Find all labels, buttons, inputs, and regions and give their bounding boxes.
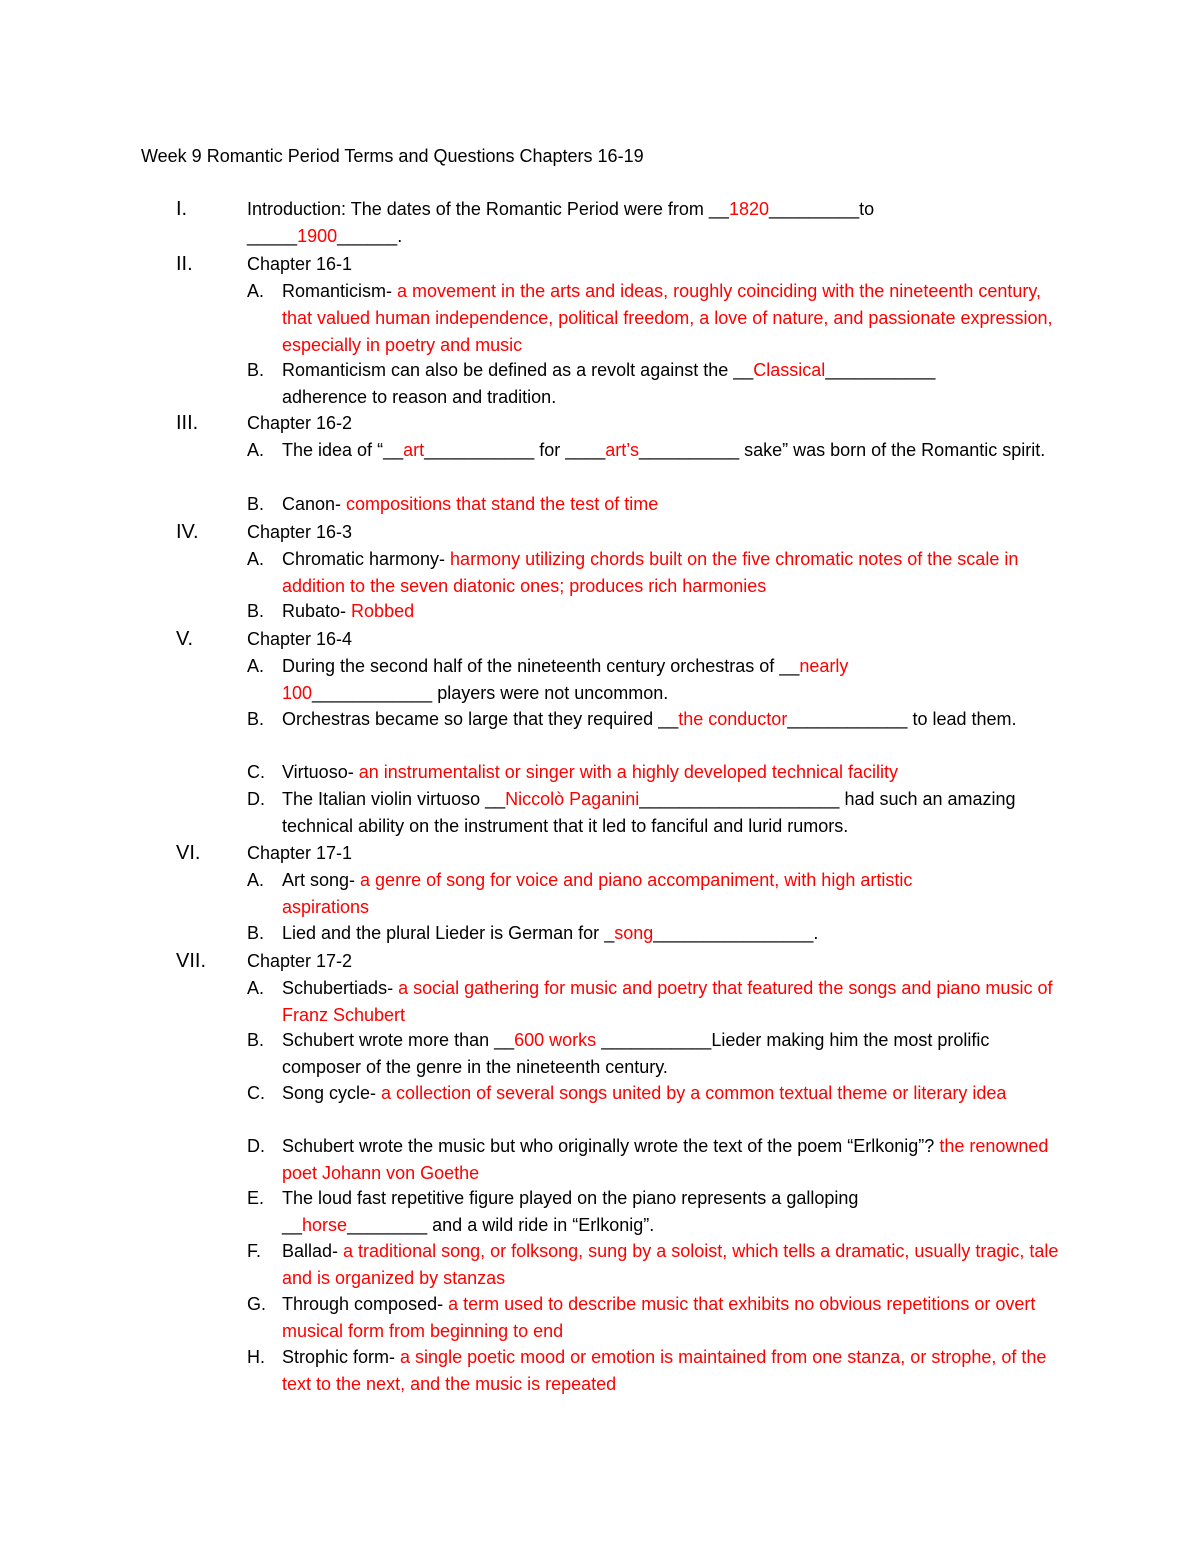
section-numeral: II.: [176, 253, 193, 275]
answer: 1820: [728, 199, 769, 219]
section-numeral: VI.: [176, 842, 201, 864]
answer: 1900: [297, 225, 338, 246]
section-heading: Chapter 16-2: [247, 413, 353, 433]
section-heading: Chapter 17-1: [247, 843, 353, 863]
document-page: Week 9 Romantic Period Terms and Questions Chapters 16-19 I. Introduction: The dates of the Romantic Period were from __1820_________to _____1900______. II. Chapter 16-1 A. Romanticism- a movement in the arts and ideas, roughly coinciding with the nineteenth century, that valued human independence, political freedom, a love of nature, and passionate expression, especially in poetry and music B. Romanticism can also be defined as a revolt against the __Classical___________ adherence to reason and tradition. III. Chapter 16-2 A. The idea of “__art___________ for ____art’s__________ sake” was born of the Romantic spirit. B. Canon- compositions that stand the test of time IV. Chapter 16-3 A. Chromatic harmony- harmony utilizing chords built on the five chromatic notes of the scale in addition to the seven diatonic ones; produces rich harmonies B. Rubato- Robbed V. Chapter 16-4 A. During the second half of the nineteenth century orchestras of __nearly 100____________ players were not uncommon. B. Orchestras became so large that they required __the conductor____________ to lead them. C. Virtuoso- an instrumentalist or singer with a highly developed technical facility D. The Italian violin virtuoso __Niccolò Paganini____________________ had such an amazing technical ability on the instrument that it led to fanciful and lurid rumors. VI. Chapter 17-1 A. Art song- a genre of song for voice and piano accompaniment, with high artistic aspirations B. Lied and the plural Lieder is German for _song________________. VII. Chapter 17-2 A. Schubertiads- a social gathering for music and poetry that featured the songs and piano music of Franz Schubert B. Schubert wrote more than __600 works ___________Lieder making him the most prolific composer of the genre in the nineteenth century. C. Song cycle- a collection of several songs united by a common textual theme or literary idea D. Schubert wrote the music but who originally wrote the text of the poem “Erlkonig”? the renowned poet Johann von Goethe E. The loud fast repetitive figure played on the piano represents a galloping __horse________ and a wild ride in “Erlkonig”. F. Ballad- a traditional song, or folksong, sung by a soloist, which tells a dramatic, usually tragic, tale and is organized by stanzas G. Through composed- a term used to describe music that exhibits no obvious repetitions or overt musical form from beginning to end H. Strophic form- a single poetic mood or emotion is maintained from one stanza, or strophe, of the text to the next, and the music is repeated: [0, 0, 1200, 1553]
answer: an instrumentalist or singer with a highly developed technical facility: [358, 762, 898, 782]
answer: Classical: [753, 360, 826, 380]
answer: 600 works: [514, 1030, 597, 1050]
answer: song: [614, 923, 654, 943]
section-heading: Chapter 16-3: [247, 522, 353, 542]
section-heading: Chapter 16-4: [247, 629, 353, 649]
intro-question: Introduction: The dates of the Romantic Period were from __1820_________to _____1900______.: [247, 199, 875, 246]
answer: a term used to describe music that exhibits no obvious repetitions or overt musical form from beginning to end: [282, 1294, 1036, 1341]
answer: a genre of song for voice and piano accompaniment, with high artistic aspirations: [282, 870, 913, 917]
section-numeral: I.: [176, 198, 188, 220]
section-numeral: VII.: [176, 950, 207, 972]
answer: the conductor: [678, 709, 788, 729]
answer: nearly 100: [282, 656, 849, 703]
answer: art’s: [605, 440, 639, 460]
answer: a traditional song, or folksong, sung by a soloist, which tells a dramatic, usually tragic, tale and is organized by stanzas: [282, 1241, 1059, 1288]
answer: the renowned poet Johann von Goethe: [282, 1136, 1049, 1183]
answer: a collection of several songs united by a common textual theme or literary idea: [381, 1083, 1007, 1103]
answer: art: [403, 440, 425, 460]
answer: horse: [302, 1214, 348, 1235]
section-heading: Chapter 17-2: [247, 951, 353, 971]
section-numeral: V.: [176, 628, 194, 650]
answer: compositions that stand the test of time: [346, 494, 659, 514]
section-numeral: IV.: [176, 521, 199, 543]
answer: Robbed: [351, 601, 415, 621]
answer: a movement in the arts and ideas, roughly coinciding with the nineteenth century, that valued human independence, political freedom, a love of nature, and passionate expression, especially in poetry and music: [282, 281, 1053, 355]
answer: harmony utilizing chords built on the five chromatic notes of the scale in addition to the seven diatonic ones; produces rich harmonies: [282, 549, 1019, 596]
section-heading: Chapter 16-1: [247, 254, 353, 274]
answer: Niccolò Paganini: [505, 789, 640, 809]
section-numeral: III.: [176, 412, 199, 434]
answer: a social gathering for music and poetry that featured the songs and piano music of Franz Schubert: [282, 978, 1053, 1025]
answer: a single poetic mood or emotion is maintained from one stanza, or strophe, of the text to the next, and the music is repeated: [282, 1347, 1047, 1394]
page-title: Week 9 Romantic Period Terms and Questions Chapters 16-19: [141, 146, 644, 166]
